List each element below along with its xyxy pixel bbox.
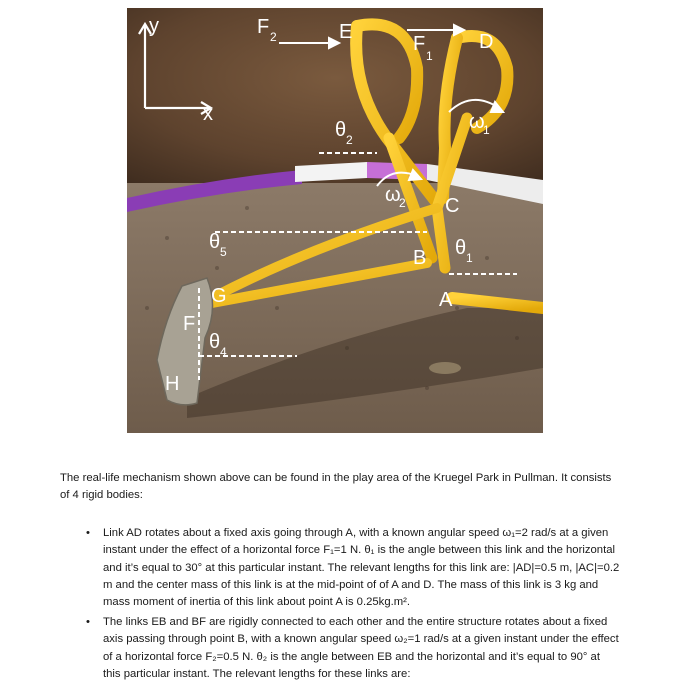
label-omega1: ω [469, 111, 485, 133]
problem-text [60, 470, 620, 685]
bullet-list [60, 525, 620, 684]
label-theta5: θ [209, 231, 221, 253]
label-theta1: θ [455, 237, 467, 259]
label-f2: F [257, 16, 270, 38]
bullet-links-eb-bf [60, 614, 620, 684]
label-omega2: ω [385, 184, 401, 206]
bullet-symbol: • [86, 526, 90, 539]
bullet-link-ad [60, 525, 620, 612]
label-g: G [211, 285, 227, 307]
bullet-text: Link AD rotates about a fixed axis going through A, with a known angular speed ω₁=2 rad/s at a given instant under the effect of a horizontal force F₁=1 N. θ₁ is the angle between this link and the horizontal and it’s equal to 30° at this particular instant. The relevant lengths for this link are: |AD|=0.5 m, |AC|=0.2 m and the center mass of this link is at the mid-point of of A and D. The mass of this link is 3 kg and mass moment of inertia of this link about point A is 0.25kg.m². [103, 526, 620, 609]
label-b: B [413, 247, 427, 269]
mechanism-photo [127, 8, 543, 433]
bullet-symbol: • [86, 615, 90, 628]
post-base [429, 362, 461, 374]
label-f1-sub: 1 [426, 49, 433, 63]
label-theta2-sub: 2 [346, 133, 353, 147]
intro-paragraph: The real-life mechanism shown above can be found in the play area of the Kruegel Park in Pullman. It consists of 4 rigid bodies: [60, 472, 612, 502]
bullet-text: The links EB and BF are rigidly connected to each other and the entire structure rotates about a fixed axis passing through point B, with a known angular speed ω₂=1 rad/s at a given instant under the effect of a horizontal force F₂=0.5 N. θ₂ is the angle between EB and the horizontal and it’s equal to 90° at this particular instant. The relevant lengths for these links are: [103, 615, 619, 681]
label-theta4: θ [209, 331, 221, 353]
label-theta4-sub: 4 [220, 345, 227, 359]
label-f: F [183, 313, 196, 335]
label-y: y [149, 15, 159, 37]
label-omega2-sub: 2 [399, 196, 406, 210]
label-a: A [439, 289, 453, 311]
label-c: C [445, 195, 460, 217]
label-f2-sub: 2 [270, 30, 277, 44]
label-theta5-sub: 5 [220, 245, 227, 259]
label-e: E [339, 21, 353, 43]
label-f1: F [413, 33, 426, 55]
label-omega1-sub: 1 [483, 123, 490, 137]
label-d: D [479, 31, 494, 53]
label-h: H [165, 373, 180, 395]
label-theta2: θ [335, 119, 347, 141]
label-theta1-sub: 1 [466, 251, 473, 265]
label-x: x [203, 103, 213, 125]
